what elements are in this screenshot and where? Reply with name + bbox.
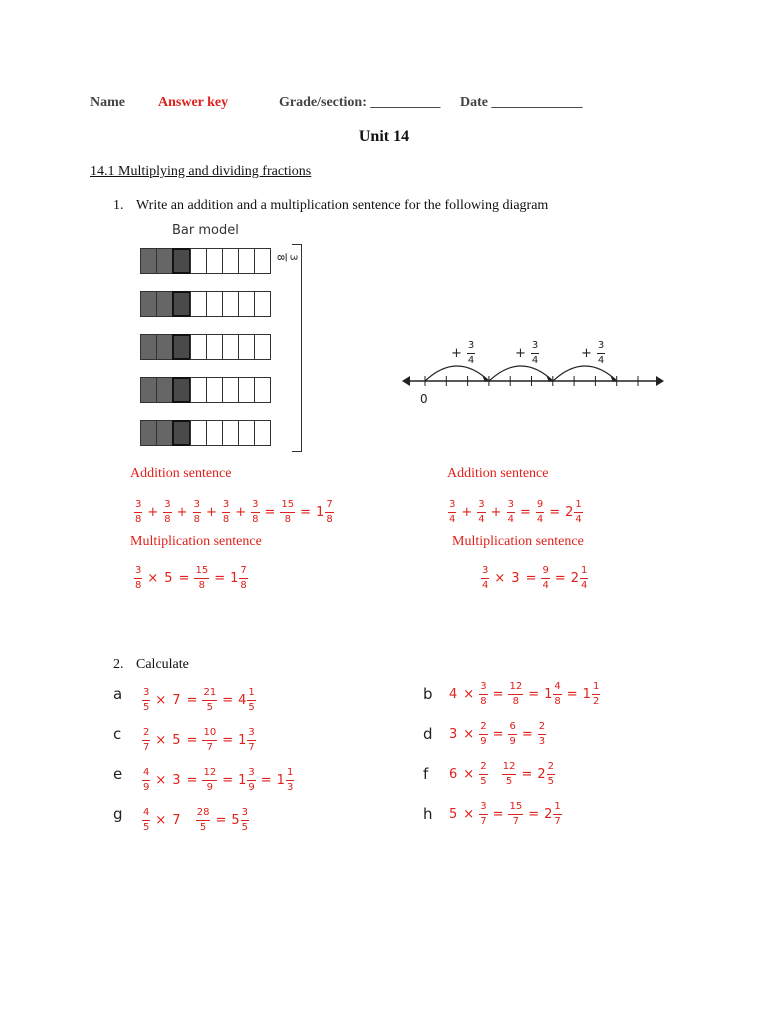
q2-item-label: c [113,725,122,743]
q2-item-answer: 5 × $\frac{3}{7}$ = $\frac{15}{7}$ = 2 1 7 [449,801,561,827]
bar-cell [222,420,239,446]
bar-cell-shaded [140,334,157,360]
bar-cell [238,377,255,403]
q1-text: Write an addition and a multiplication sentence for the following diagram [136,198,549,213]
q2-item-answer: 3 × $\frac{2}{9}$ = $\frac{6}{9}$ = $\frac{2}{3}$ [449,721,546,747]
jump-label-1: + $\frac{3}{4}$ [451,340,475,366]
unit-title: Unit 14 [358,128,410,145]
bar-cell [238,291,255,317]
bar-cell-shaded [172,334,191,360]
section-title: 14.1 Multiplying and dividing fractions [90,164,312,179]
bar-row [141,248,271,274]
q1-number: 1. [113,198,124,213]
q2-item-label: f [423,765,429,783]
bar-row [141,420,271,446]
q2-item-label: e [113,765,123,783]
bar-model-title: Bar model [172,223,239,238]
date-label: Date _____________ [460,95,583,110]
q2-number: 2. [113,657,124,672]
q2-item-answer: $\frac{3}{5}$ × 7 = $\frac{21}{5}$ = 4 1 5 [143,687,255,713]
right-multiplication-label: Multiplication sentence [452,534,584,549]
name-value: Answer key [158,95,229,110]
bar-cell-shaded [140,377,157,403]
bar-cell [222,291,239,317]
bar-cell [190,420,207,446]
bar-cell [238,420,255,446]
q2-item-answer: $\frac{4}{5}$ × 7 $\frac{28}{5}$ = 5 3 5 [143,807,248,833]
bar-cell [222,248,239,274]
q2-item-answer: 4 × $\frac{3}{8}$ = $\frac{12}{8}$ = 1 $\frac{4}{8}$ = 1 1 2 [449,681,600,707]
bar-cell-shaded [140,291,157,317]
bar-cell [254,377,271,403]
q2-item-label: a [113,685,123,703]
bar-cell-shaded [156,420,173,446]
bar-cell-shaded [140,248,157,274]
bar-cell-shaded [140,420,157,446]
bar-cell [222,377,239,403]
bar-cell [222,334,239,360]
q2-item-label: g [113,805,123,823]
q2-item-label: h [423,805,433,823]
bar-cell [206,420,223,446]
jump-label-2: + $\frac{3}{4}$ [515,340,539,366]
bar-row [141,377,271,403]
bar-cell-shaded [172,248,191,274]
bar-cell-shaded [172,420,191,446]
jump-label-3: + $\frac{3}{4}$ [581,340,605,366]
number-line-zero: 0 [420,392,428,406]
bar-row [141,291,271,317]
bar-cell-shaded [156,248,173,274]
bar-cell [190,248,207,274]
bar-cell-shaded [156,291,173,317]
left-addition-label: Addition sentence [130,466,232,481]
bar-cell [206,334,223,360]
bar-cell-shaded [156,377,173,403]
bar-cell [190,377,207,403]
bar-cell [190,334,207,360]
name-label: Name [90,95,125,110]
bar-cell [254,420,271,446]
bar-model-fraction: 3 8 [274,254,299,261]
bar-cell-shaded [172,377,191,403]
right-addition-answer: 3 4 + $\frac{3}{4}$ + $\frac{3}{4}$ = $\frac{9}{4}$ = 2 1 4 [449,499,582,525]
bar-cell [254,248,271,274]
bar-model-bracket [292,244,302,452]
bar-cell [254,334,271,360]
bar-cell [190,291,207,317]
bar-cell-shaded [156,334,173,360]
q2-item-answer: 6 × $\frac{2}{5}$ $\frac{12}{5}$ = 2 2 5 [449,761,554,787]
grade-label: Grade/section: __________ [279,95,441,110]
bar-cell [206,377,223,403]
bar-row [141,334,271,360]
bar-cell [238,334,255,360]
bar-cell [206,248,223,274]
right-addition-label: Addition sentence [447,466,549,481]
bar-cell [254,291,271,317]
right-multiplication-answer: $\frac{3}{4}$ × 3 = $\frac{9}{4}$ = 2 1 4 [482,565,588,591]
q2-item-answer: $\frac{4}{9}$ × 3 = $\frac{12}{9}$ = 1 $\frac{3}{9}$ = 1 1 3 [143,767,294,793]
q2-text: Calculate [136,657,189,672]
left-multiplication-answer: $\frac{3}{8}$ × 5 = $\frac{15}{8}$ = 1 7 8 [135,565,247,591]
q2-item-answer: $\frac{2}{7}$ × 5 = $\frac{10}{7}$ = 1 3 7 [143,727,255,753]
bar-cell [206,291,223,317]
left-addition-answer: 3 8 + $\frac{3}{8}$ + $\frac{3}{8}$ + $\frac{3}{8}$ + $\frac{3}{8}$ = $\frac{15}{8}$ = 1 7 8 [135,499,333,525]
bar-cell [238,248,255,274]
q2-item-label: d [423,725,433,743]
q2-item-label: b [423,685,433,703]
bar-cell-shaded [172,291,191,317]
left-multiplication-label: Multiplication sentence [130,534,262,549]
